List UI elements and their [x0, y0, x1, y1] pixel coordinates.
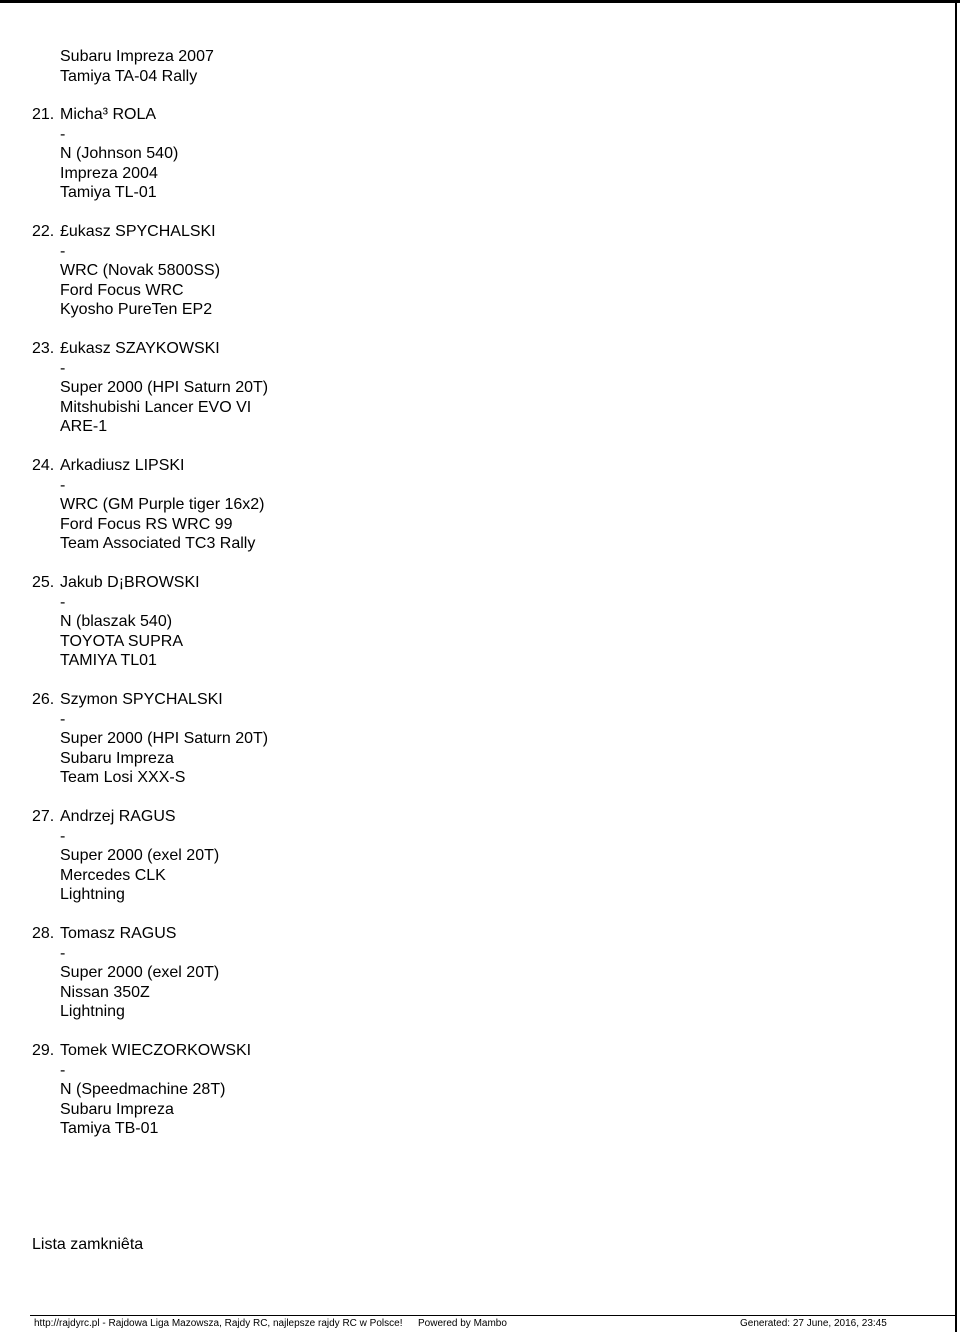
list-item: [32, 1041, 268, 1139]
entry-detail-line: -: [60, 827, 66, 845]
entry-detail-line: Mitshubishi Lancer EVO VI: [60, 398, 252, 416]
entry-detail-line: TOYOTA SUPRA: [60, 632, 183, 650]
entry-number: 23.: [32, 340, 55, 357]
entry-detail-line: Lightning: [60, 1003, 125, 1020]
entry-driver-name: Jakub D¡BROWSKI: [60, 574, 200, 591]
list-item: [32, 456, 268, 554]
list-closed-text: Lista zamkniêta: [32, 1236, 144, 1253]
intro-line: Tamiya TA-04 Rally: [60, 67, 198, 85]
entry-detail-line: N (Johnson 540): [60, 145, 179, 162]
footer-site-text: http://rajdyrc.pl - Rajdowa Liga Mazowsza, Rajdy RC, najlepsze rajdy RC w Polsce!: [34, 1318, 403, 1329]
entry-number: 27.: [32, 808, 55, 825]
entry-detail-line: -: [60, 1061, 66, 1079]
entry-number: 22.: [32, 223, 55, 240]
footer-generated-text: Generated: 27 June, 2016, 23:45: [740, 1318, 887, 1329]
entry-detail-line: Impreza 2004: [60, 164, 158, 182]
entry-driver-name: £ukasz SPYCHALSKI: [60, 223, 216, 240]
entry-detail-line: Subaru Impreza: [60, 749, 174, 767]
entry-detail-line: N (blaszak 540): [60, 613, 173, 630]
top-border: [0, 0, 960, 3]
entry-detail-line: Ford Focus WRC: [60, 281, 184, 299]
footer-powered-text: Powered by Mambo: [418, 1318, 507, 1329]
entry-detail-line: Tamiya TB-01: [60, 1120, 159, 1137]
entry-driver-name: Szymon SPYCHALSKI: [60, 691, 223, 708]
entry-detail-line: Ford Focus RS WRC 99: [60, 515, 233, 533]
footer-divider: [30, 1315, 957, 1316]
entry-detail-line: N (Speedmachine 28T): [60, 1081, 226, 1098]
entry-number: 26.: [32, 691, 55, 708]
entry-number: 21.: [32, 106, 55, 123]
entry-detail-line: WRC (GM Purple tiger 16x2): [60, 496, 265, 513]
list-item: [32, 690, 268, 788]
entry-number: 24.: [32, 457, 55, 474]
intro-line: Subaru Impreza 2007: [60, 48, 214, 65]
entry-detail-line: Nissan 350Z: [60, 983, 150, 1001]
list-item: [32, 222, 268, 320]
list-item: [32, 573, 268, 671]
entry-driver-name: Tomasz RAGUS: [60, 925, 177, 942]
entry-detail-line: Team Associated TC3 Rally: [60, 535, 256, 552]
entry-detail-line: Kyosho PureTen EP2: [60, 301, 213, 318]
entry-detail-line: Subaru Impreza: [60, 1100, 174, 1118]
entry-number: 25.: [32, 574, 55, 591]
entry-detail-line: WRC (Novak 5800SS): [60, 262, 221, 279]
entry-detail-line: Tamiya TL-01: [60, 184, 157, 201]
entry-detail-line: ARE-1: [60, 418, 108, 435]
entry-detail-line: Super 2000 (HPI Saturn 20T): [60, 730, 269, 747]
entry-detail-line: Super 2000 (exel 20T): [60, 847, 220, 864]
entry-detail-line: -: [60, 476, 66, 494]
entry-detail-line: Team Losi XXX-S: [60, 769, 186, 786]
list-item: [32, 339, 268, 437]
entry-detail-line: Lightning: [60, 886, 125, 903]
entry-detail-line: Super 2000 (exel 20T): [60, 964, 220, 981]
list-item: [32, 105, 268, 203]
list-item: [32, 924, 268, 1022]
entry-detail-line: TAMIYA TL01: [60, 652, 157, 669]
entry-driver-name: £ukasz SZAYKOWSKI: [60, 340, 220, 357]
entry-driver-name: Tomek WIECZORKOWSKI: [60, 1042, 252, 1059]
entry-detail-line: -: [60, 710, 66, 728]
entry-detail-line: -: [60, 593, 66, 611]
continued-entry: [60, 47, 214, 86]
entry-number: 28.: [32, 925, 55, 942]
entry-driver-name: Andrzej RAGUS: [60, 808, 176, 825]
list-item: [32, 807, 268, 905]
entry-driver-name: Micha³ ROLA: [60, 106, 157, 123]
entry-detail-line: Mercedes CLK: [60, 866, 166, 884]
entry-driver-name: Arkadiusz LIPSKI: [60, 457, 185, 474]
entry-detail-line: -: [60, 242, 66, 260]
entry-detail-line: -: [60, 359, 66, 377]
entry-detail-line: -: [60, 944, 66, 962]
entry-detail-line: Super 2000 (HPI Saturn 20T): [60, 379, 269, 396]
right-border: [955, 0, 957, 1332]
entry-detail-line: -: [60, 125, 66, 143]
entry-list: [32, 105, 268, 1158]
entry-number: 29.: [32, 1042, 55, 1059]
